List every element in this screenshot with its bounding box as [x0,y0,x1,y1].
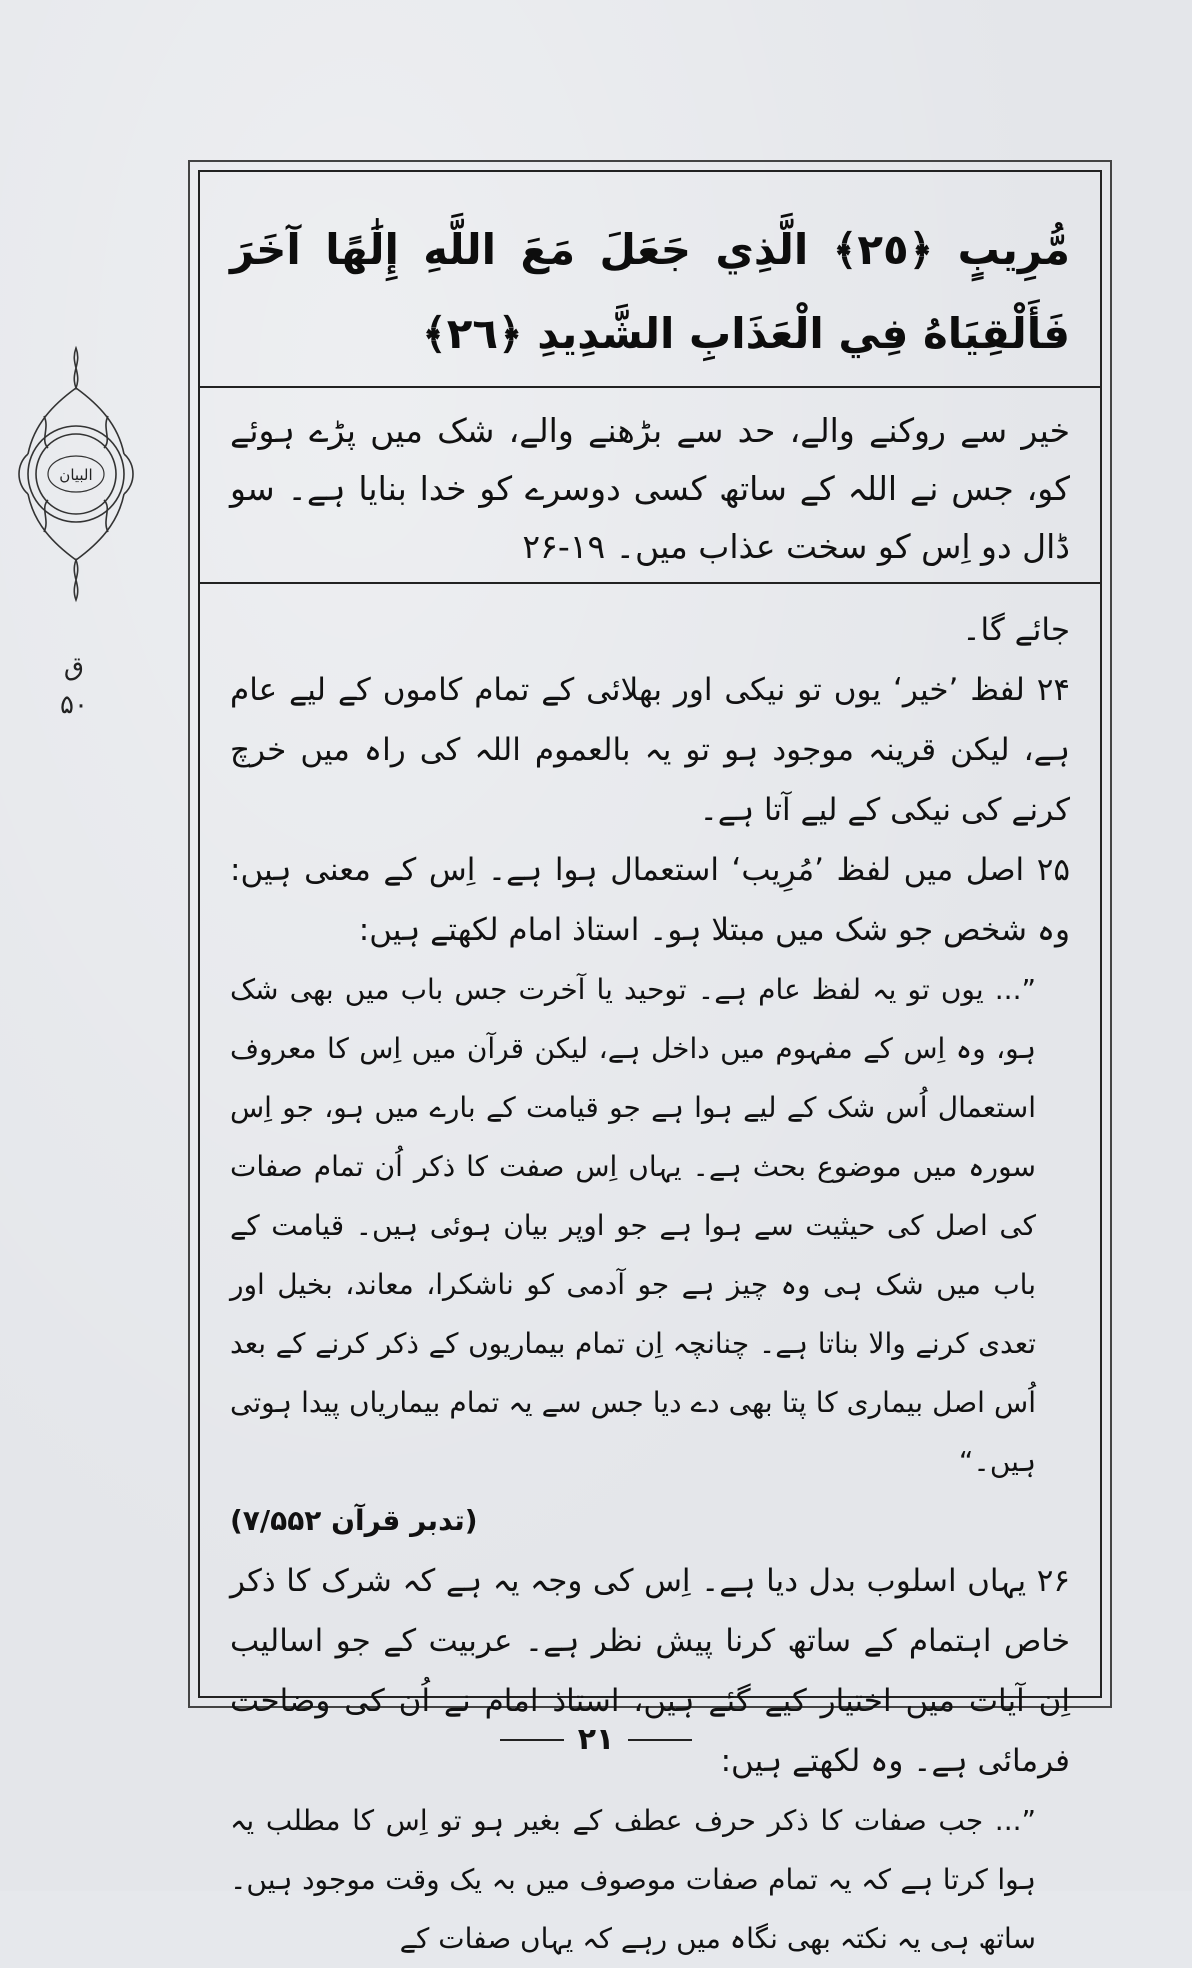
albayan-ornament-icon [14,344,138,604]
quote-block-2: ”... جب صفات کا ذکر حرف عطف کے بغیر ہو تو اِس کا مطلب یہ ہوا کرتا ہے کہ یہ تمام صفات موصوف میں بہ یک وقت موجود ہیں۔ ساتھ ہی یہ نکتہ بھی نگاہ میں رہے کہ یہاں صفات کے [230,1804,1036,1955]
note-continuation: جائے گا۔ [962,612,1070,648]
quote-citation: (تدبر قرآن ۷/۵۵۲) [230,1504,478,1537]
surah-side-label [54,648,94,724]
quote-block-1: ”... یوں تو یہ لفظ عام ہے۔ توحید یا آخرت جس باب میں بھی شک ہو، وہ اِس کے مفہوم میں داخل ہے، لیکن قرآن میں اِس کا معروف استعمال اُس شک کے لیے ہوا ہے جو قیامت کے بارے میں ہو، جو اِس سورہ میں موضوع بحث ہے۔ یہاں اِس صفت کا ذکر اُن تمام صفات کی اصل کی حیثیت سے ہوا ہے جو اوپر بیان ہوئی ہیں۔ قیامت کے باب میں شک ہی وہ چیز ہے جو آدمی کو ناشکرا، معاند، بخیل اور تعدی کرنے والا بناتا ہے۔ چنانچہ اِن تمام بیماریوں کے ذکر کرنے کے بعد اُس اصل بیماری کا پتا بھی دے دیا جس سے یہ تمام بیماریاں پیدا ہوتی ہیں۔“ [230,973,1036,1478]
page-footer [0,1722,1192,1757]
footer-dash-right [628,1739,692,1741]
urdu-translation: خیر سے روکنے والے، حد سے بڑھنے والے، شک میں پڑے ہوئے کو، جس نے اللہ کے ساتھ کسی دوسرے کو خدا بنایا ہے۔ سو ڈال دو اِس کو سخت عذاب میں۔ ۱۹-۲۶ [230,411,1070,566]
side-label-number: ۵۰ [60,690,88,720]
note-25: ۲۵ اصل میں لفظ ’مُرِیب‘ استعمال ہوا ہے۔ اِس کے معنی ہیں: وہ شخص جو شک میں مبتلا ہو۔ استاذ امام لکھتے ہیں: [230,852,1070,948]
arabic-verse: مُّرِيبٍ ﴿٢٥﴾ الَّذِي جَعَلَ مَعَ اللَّهِ إِلَٰهًا آخَرَ فَأَلْقِيَاهُ فِي الْعَذَابِ الشَّدِيدِ ﴿٢٦﴾ [230,225,1070,358]
footer-dash-left [500,1739,564,1741]
side-label-surah: ق [63,652,85,682]
note-24: ۲۴ لفظ ’خیر‘ یوں تو نیکی اور بھلائی کے تمام کاموں کے لیے عام ہے، لیکن قرینہ موجود ہو تو یہ بالعموم اللہ کی راہ میں خرچ کرنے کی نیکی کے لیے آتا ہے۔ [230,672,1070,828]
commentary-notes [230,584,1070,1968]
page-number: ۲۱ [577,1722,615,1757]
ornament-label: البیان [59,466,93,484]
note-26: ۲۶ یہاں اسلوب بدل دیا ہے۔ اِس کی وجہ یہ ہے کہ شرک کا ذکر خاص اہتمام کے ساتھ کرنا پیش نظر ہے۔ عربیت کے جو اسالیب اِن آیات میں اختیار کیے گئے ہیں، استاذ امام نے اُن کی وضاحت فرمائی ہے۔ وہ لکھتے ہیں: [230,1563,1070,1779]
